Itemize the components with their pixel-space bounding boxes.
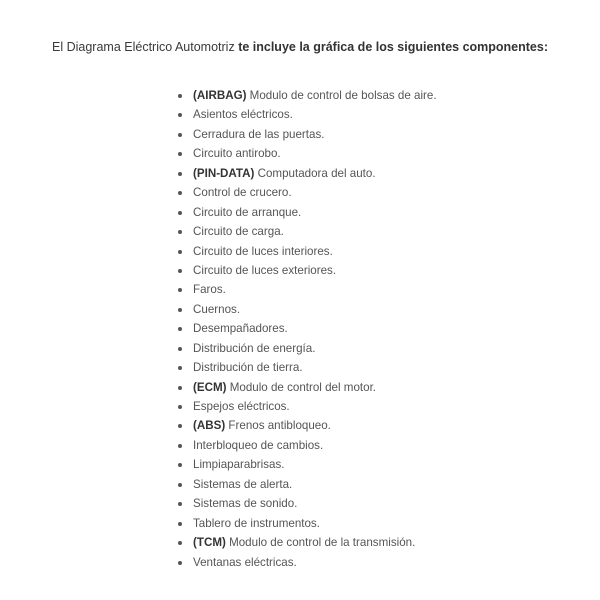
list-item [178,242,437,261]
component-label: Sistemas de sonido. [193,497,298,511]
component-label: Espejos eléctricos. [193,400,290,413]
bullet-icon [178,561,182,565]
component-label: Cuernos. [193,302,241,316]
list-item [178,436,437,455]
intro-bold-text: te incluye la gráfica de los siguientes componentes: [238,40,548,54]
component-label: Circuito de carga. [193,225,284,239]
list-item [178,300,437,319]
component-label: Limpiaparabrisas. [193,458,285,472]
component-label: Faros. [193,283,226,297]
component-label: Cerradura de las puertas. [193,127,325,141]
bullet-icon [178,327,182,331]
component-label: Modulo de control de bolsas de aire. [246,89,437,102]
list-item [178,397,437,416]
component-label: Circuito antirobo. [193,147,281,161]
list-item [178,105,437,124]
list-item [178,553,437,572]
list-item [178,164,437,183]
component-label: Circuito de luces interiores. [193,244,333,258]
component-label: Frenos antibloqueo. [225,419,331,433]
component-label: Sistemas de alerta. [193,477,293,491]
list-item [178,261,437,280]
list-item [178,339,437,358]
component-label: Ventanas eléctricas. [193,555,297,569]
bullet-icon [178,230,182,234]
component-label: Tablero de instrumentos. [193,516,320,530]
bullet-icon [178,133,182,137]
list-item [178,416,437,435]
list-item [178,494,437,513]
bullet-icon [178,444,182,448]
list-item [178,144,437,163]
bullet-icon [178,269,182,273]
bullet-icon [178,113,182,117]
bullet-icon [178,191,182,195]
bullet-icon [178,405,182,409]
component-label: Distribución de tierra. [193,361,303,375]
bullet-icon [178,522,182,526]
component-code: (ABS) [193,419,226,433]
component-label: Interbloqueo de cambios. [193,438,324,452]
bullet-icon [178,288,182,292]
bullet-icon [178,424,182,428]
component-code: (TCM) [193,536,226,550]
intro-paragraph [40,38,560,56]
component-label: Modulo de control del motor. [226,380,377,394]
bullet-icon [178,347,182,351]
list-item [178,378,437,397]
bullet-icon [178,463,182,467]
bullet-icon [178,502,182,506]
component-code: (PIN-DATA) [193,166,255,180]
bullet-icon [178,386,182,390]
bullet-icon [178,94,182,98]
list-item [178,514,437,533]
component-label: Asientos eléctricos. [193,108,293,122]
component-label: Desempañadores. [193,322,288,336]
bullet-icon [178,211,182,215]
bullet-icon [178,152,182,156]
bullet-icon [178,366,182,370]
bullet-icon [178,172,182,176]
component-label: Computadora del auto. [254,166,376,180]
bullet-icon [178,483,182,487]
bullet-icon [178,541,182,545]
intro-plain-text: El Diagrama Eléctrico Automotriz [52,40,239,54]
list-item [178,475,437,494]
component-code: (AIRBAG) [193,89,247,102]
list-item [178,125,437,144]
list-item [178,280,437,299]
components-list [178,86,437,572]
component-code: (ECM) [193,380,227,394]
bullet-icon [178,308,182,312]
list-item [178,455,437,474]
list-item [178,86,437,105]
list-item [178,533,437,552]
list-item [178,222,437,241]
component-label: Circuito de luces exteriores. [193,263,337,277]
component-label: Control de crucero. [193,186,292,200]
list-item [178,203,437,222]
component-label: Circuito de arranque. [193,205,302,219]
component-label: Modulo de control de la transmisión. [225,536,416,550]
component-label: Distribución de energía. [193,341,316,355]
list-item [178,319,437,338]
list-item [178,358,437,377]
bullet-icon [178,250,182,254]
list-item [178,183,437,202]
